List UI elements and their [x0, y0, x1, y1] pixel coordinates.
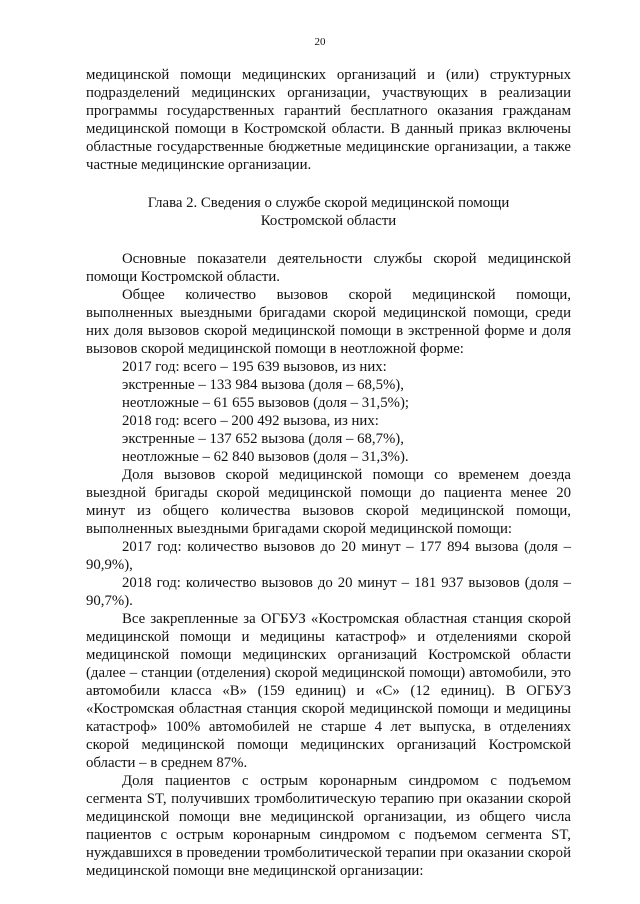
chapter-heading-line-2: Костромской области: [260, 213, 397, 229]
paragraph-arrival-2017: 2017 год: количество вызовов до 20 минут – 177 894 вызова (доля – 90,9%),: [86, 539, 571, 573]
paragraph-arrival-time: Доля вызовов скорой медицинской помощи со временем доезда выездной бригады скорой медицинской помощи до пациента менее 20 минут из общего количества вызовов скорой медицинской помощи, выполненных выездными бригадами скорой медицинской помощи:: [86, 467, 571, 537]
chapter-heading-line-1: Глава 2. Сведения о службе скорой медицинской помощи: [147, 195, 510, 211]
stat-line: 2018 год: всего – 200 492 вызова, из них:: [122, 413, 379, 429]
paragraph-total-calls: Общее количество вызовов скорой медицинской помощи, выполненных выездными бригадами скорой медицинской помощи, среди них доля вызовов скорой медицинской помощи в экстренной форме и доля вызовов скорой медицинской помощи в неотложной форме:: [86, 287, 571, 357]
stat-line: экстренные – 133 984 вызова (доля – 68,5%),: [122, 377, 404, 393]
stat-line: экстренные – 137 652 вызова (доля – 68,7%),: [122, 431, 404, 447]
stat-line: 2017 год: всего – 195 639 вызовов, из них:: [122, 359, 387, 375]
page-body: [86, 66, 571, 880]
page-number: 20: [314, 36, 326, 48]
intro-paragraph: медицинской помощи медицинских организаций и (или) структурных подразделений медицинских организации, участвующих в реализации программы государственных гарантий бесплатного оказания гражданам медицинской помощи в Костромской области. В данный приказ включены областные государственные бюджетные медицинские организации, а также частные медицинские организации.: [86, 67, 571, 173]
paragraph-thrombolysis: Доля пациентов с острым коронарным синдромом с подъемом сегмента ST, получивших тромболитическую терапию при оказании скорой медицинской помощи вне медицинской организации, из общего числа пациентов с острым коронарным синдромом с подъемом сегмента ST, нуждавшихся в проведении тромболитической терапии при оказании скорой медицинской помощи вне медицинской организации:: [86, 773, 571, 879]
stat-line: неотложные – 61 655 вызовов (доля – 31,5%);: [122, 395, 409, 411]
paragraph-arrival-2018: 2018 год: количество вызовов до 20 минут – 181 937 вызовов (доля – 90,7%).: [86, 575, 571, 609]
paragraph-vehicles: Все закрепленные за ОГБУЗ «Костромская областная станция скорой медицинской помощи и медицины катастроф» и отделениями скорой медицинской помощи медицинских организаций Костромской области (далее – станции (отделения) скорой медицинской помощи) автомобили, это автомобили класса «В» (159 единиц) и «С» (12 единиц). В ОГБУЗ «Костромская областная станция скорой медицинской помощи и медицины катастроф» 100% автомобилей не старше 4 лет выпуска, в отделениях скорой медицинской помощи медицинских организаций Костромской области – в среднем 87%.: [86, 611, 571, 771]
stat-line: неотложные – 62 840 вызовов (доля – 31,3%).: [122, 449, 409, 465]
chapter-heading: [86, 194, 571, 230]
paragraph-main-indicators: Основные показатели деятельности службы скорой медицинской помощи Костромской области.: [86, 251, 571, 285]
